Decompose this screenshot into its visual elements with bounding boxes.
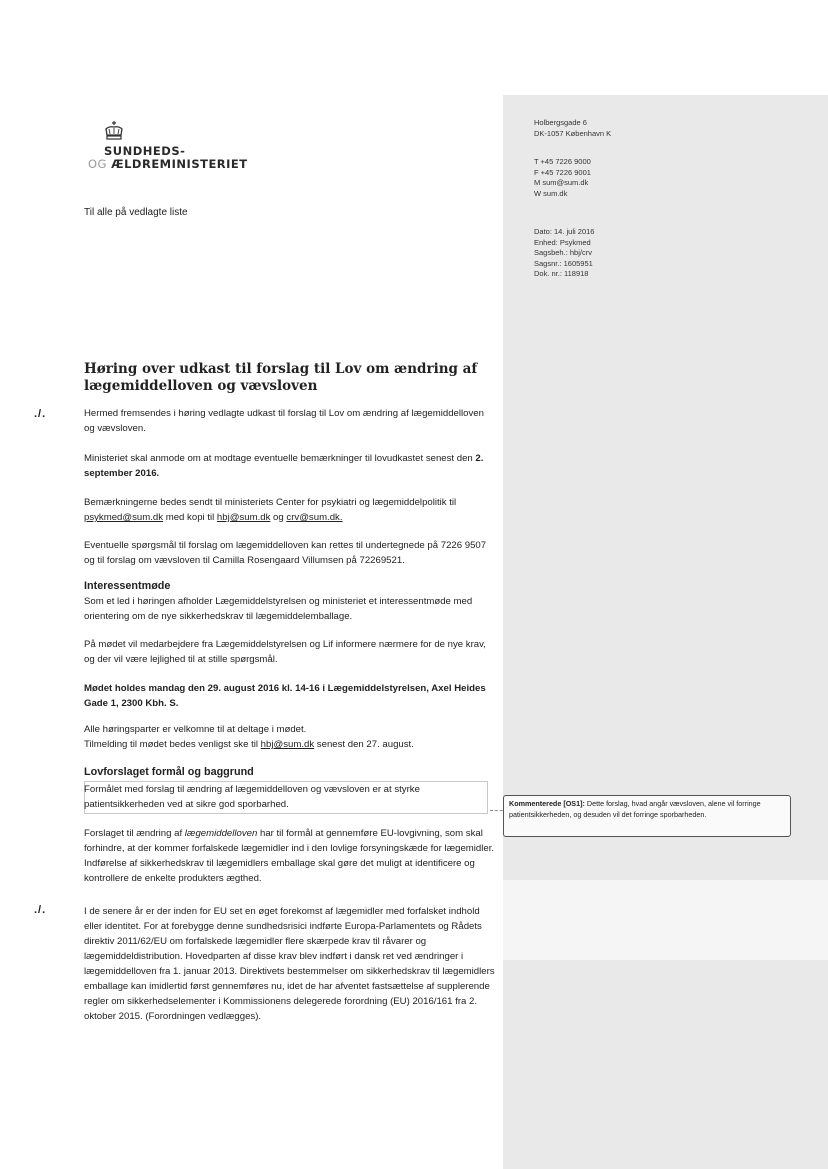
comment-text: Dette forslag, hvad angår vævsloven, alene vil forringe patientsikkerheden, og desuden vil det forringe sporbarheden.	[509, 799, 761, 819]
logo-og: OG	[88, 157, 112, 171]
text-run: Tilmelding til mødet bedes venligst ske til	[84, 739, 261, 750]
logo-line-2	[88, 157, 248, 171]
address-block	[534, 118, 611, 139]
paragraph	[84, 681, 496, 711]
meta-handler: Sagsbeh.: hbj/crv	[534, 248, 592, 257]
text-run: Alle høringsparter er velkomne til at deltage i mødet.	[84, 724, 307, 735]
text-run: Bemærkningerne bedes sendt til ministeriets Center for psykiatri og lægemiddelpolitik til	[84, 497, 457, 508]
contact-fax: F +45 7226 9001	[534, 167, 591, 177]
logo-line-1: SUNDHEDS-	[104, 144, 186, 158]
contact-phone: T +45 7226 9000	[534, 157, 591, 166]
meta-doc-no: Dok. nr.: 118918	[534, 269, 589, 278]
address-street: Holbergsgade 6	[534, 118, 587, 127]
meta-case-no: Sagsnr.: 1605951	[534, 258, 593, 268]
paragraph: Som et led i høringen afholder Lægemiddelstyrelsen og ministeriet et interessentmøde med orientering om de nye sikkerhedskrav til lægemiddelemballage.	[84, 596, 473, 622]
contact-web: W sum.dk	[534, 188, 568, 198]
paragraph	[84, 451, 496, 481]
paragraph	[84, 722, 496, 752]
crown-icon	[103, 120, 125, 142]
deadline-text: 2. september 2016.	[84, 453, 484, 479]
logo-ministry: ÆLDREMINISTERIET	[111, 157, 248, 171]
text-run: har til formål at gennemføre EU-lovgivning, som skal forhindre, at der kommer forfalskede lægemidler ind i den lovlige forsyningskæde for lægemidler. Indførelse af sikkerhedskrav til lægemidlers emballage skal gøre det muligt at identificere og kontrollere de enkelte produkters ægthed.	[84, 828, 495, 884]
text-run: med kopi til	[163, 512, 217, 523]
email-link[interactable]: crv@sum.dk.	[286, 512, 343, 523]
meta-unit: Enhed: Psykmed	[534, 237, 591, 247]
paragraph: På mødet vil medarbejdere fra Lægemiddelstyrelsen og Lif informere nærmere for de nye krav, og der vil være lejlighed til at stille spørgsmål.	[84, 639, 486, 665]
paragraph: I de senere år er der inden for EU set en øget forekomst af lægemidler med forfalsket indhold eller identitet. For at forebygge denne sundhedsrisici indførte Europa-Parlamentets og Rådets direktiv 2011/62/EU om forfalskede lægemidler flere skærpede krav til råvarer og lægemiddeldistribution. Hovedparten af disse krav blev indført i dansk ret ved ændringer i lægemiddelloven fra 1. januar 2013. Direktivets bestemmelser om sikkerhedskrav til lægemidlers emballage kan imidlertid først gennemføres nu, idet de har afventet fastsættelse af supplerende regler om sikkerhedselementer i Kommissionens delegerede forordning (EU) 2016/161 fra 2. oktober 2015. (Forordningen vedlægges).	[84, 906, 495, 1022]
contact-block	[534, 157, 591, 199]
contact-mail: M sum@sum.dk	[534, 178, 589, 187]
attachment-marker: ./.	[34, 904, 47, 916]
margin-panel-gap	[503, 880, 828, 960]
text-run: senest den 27. august.	[314, 739, 414, 750]
case-meta	[534, 227, 594, 280]
meta-date: Dato: 14. juli 2016	[534, 227, 595, 236]
text-run: og	[270, 512, 287, 523]
law-name: lægemiddelloven	[184, 828, 258, 839]
email-link[interactable]: hbj@sum.dk	[260, 739, 315, 750]
email-link[interactable]: psykmed@sum.dk	[84, 512, 164, 523]
section-heading: Lovforslaget formål og baggrund	[84, 766, 254, 778]
address-city: DK-1057 København K	[534, 128, 612, 138]
text-run: Forslaget til ændring af	[84, 828, 185, 839]
email-link[interactable]: hbj@sum.dk	[216, 512, 271, 523]
text-line	[84, 737, 496, 752]
text-run: Ministeriet skal anmode om at modtage eventuelle bemærkninger til lovudkastet senest den	[84, 453, 476, 464]
paragraph: Hermed fremsendes i høring vedlagte udkast til forslag til Lov om ændring af lægemiddelloven og vævsloven.	[84, 408, 484, 434]
attachment-marker: ./.	[34, 408, 47, 420]
paragraph: Eventuelle spørgsmål til forslag om lægemiddelloven kan rettes til undertegnede på 7226 9507 og til forslag om vævsloven til Camilla Rosengaard Villumsen på 72269521.	[84, 540, 487, 566]
paragraph	[84, 826, 496, 886]
review-comment[interactable]	[503, 795, 791, 837]
section-heading: Interessentmøde	[84, 580, 171, 592]
meeting-info: Mødet holdes mandag den 29. august 2016 kl. 14-16 i Lægemiddelstyrelsen, Axel Heides Gade 1, 2300 Kbh. S.	[84, 683, 486, 709]
paragraph: Formålet med forslag til ændring af lægemiddelloven og vævsloven er at styrke patientsikkerheden ved at sikre god sporbarhed.	[84, 784, 420, 810]
paragraph	[84, 495, 496, 525]
document-title: Høring over udkast til forslag til Lov om ændring af lægemiddelloven og vævsloven	[84, 361, 478, 394]
comment-label: Kommenterede [OS1]:	[509, 799, 585, 808]
recipient: Til alle på vedlagte liste	[84, 207, 188, 218]
